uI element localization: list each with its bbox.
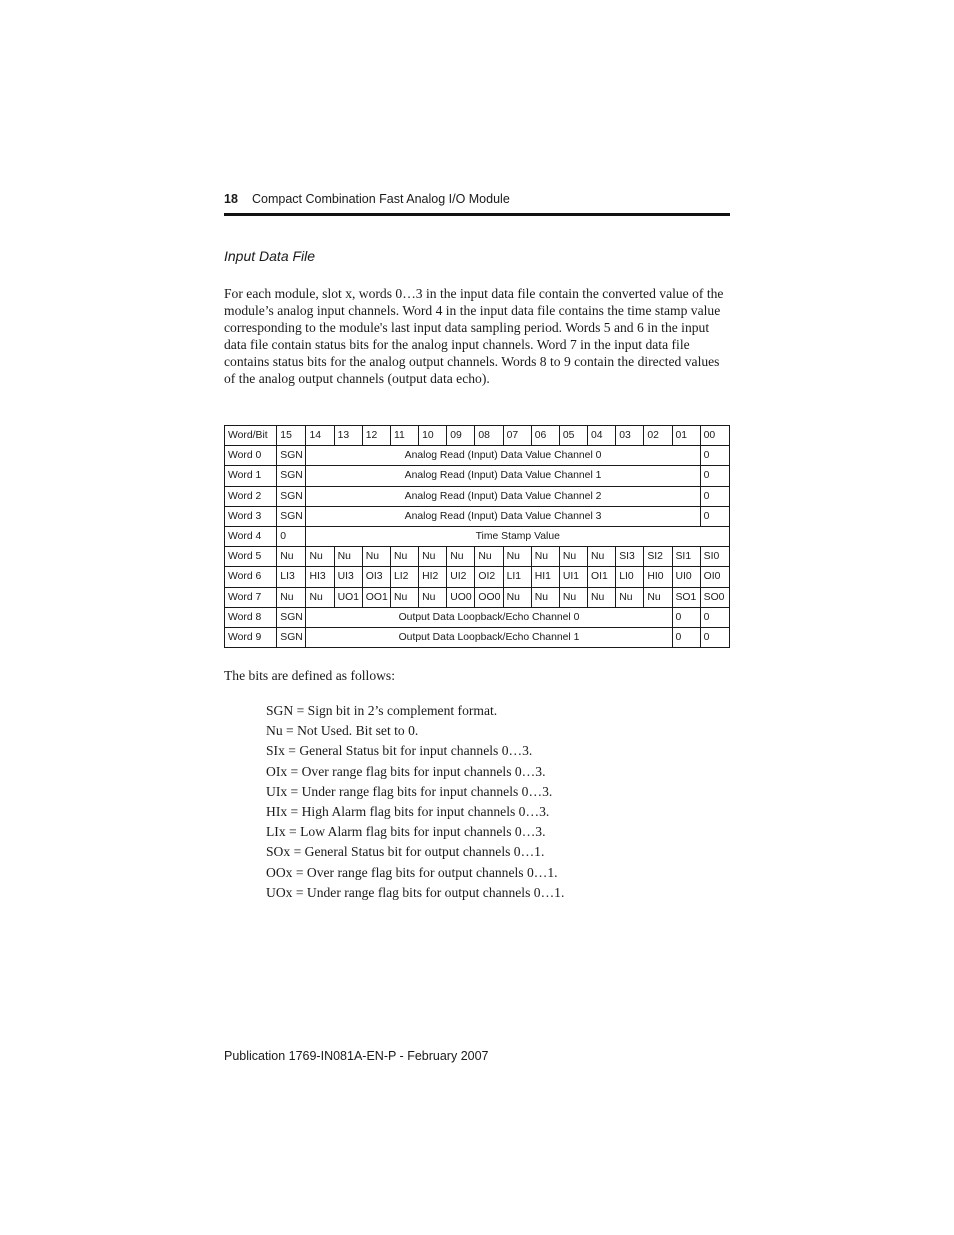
- table-cell: Nu: [306, 547, 334, 567]
- table-row: [225, 486, 730, 506]
- header-cell: 00: [700, 426, 729, 446]
- table-cell: OI0: [700, 567, 729, 587]
- table-cell: Time Stamp Value: [306, 526, 730, 546]
- table-cell: 0: [700, 506, 729, 526]
- table-cell: 0: [700, 607, 729, 627]
- table-cell: Nu: [419, 587, 447, 607]
- definition-item: HIx = High Alarm flag bits for input channels 0…3.: [266, 803, 550, 819]
- table-cell: UI3: [334, 567, 362, 587]
- definition-list: [266, 701, 564, 903]
- table-cell: Word 3: [225, 506, 277, 526]
- header-cell: 06: [531, 426, 559, 446]
- table-row: [225, 506, 730, 526]
- definition-item: Nu = Not Used. Bit set to 0.: [266, 723, 419, 739]
- table-cell: OO0: [475, 587, 503, 607]
- table-cell: 0: [700, 627, 729, 647]
- table-cell: UI0: [672, 567, 700, 587]
- page-number: 18: [224, 192, 238, 206]
- table-cell: Analog Read (Input) Data Value Channel 1: [306, 466, 700, 486]
- table-cell: 0: [700, 466, 729, 486]
- definition-item: SGN = Sign bit in 2’s complement format.: [266, 703, 498, 718]
- table-cell: SGN: [277, 627, 306, 647]
- table-cell: Analog Read (Input) Data Value Channel 2: [306, 486, 700, 506]
- table-cell: HI0: [644, 567, 672, 587]
- table-cell: OI1: [588, 567, 616, 587]
- table-cell: Nu: [559, 587, 587, 607]
- header-cell: 10: [419, 426, 447, 446]
- table-cell: SI2: [644, 547, 672, 567]
- table-cell: Nu: [447, 547, 475, 567]
- table-row: [225, 526, 730, 546]
- section-title: Input Data File: [224, 248, 316, 264]
- table-cell: LI2: [390, 567, 418, 587]
- header-cell: 12: [362, 426, 390, 446]
- table-row: [225, 607, 730, 627]
- bits-intro: The bits are defined as follows:: [224, 668, 396, 683]
- table-cell: Word 5: [225, 547, 277, 567]
- table-cell: Nu: [334, 547, 362, 567]
- table-cell: LI0: [616, 567, 644, 587]
- table-cell: Word 0: [225, 446, 277, 466]
- table-row: [225, 547, 730, 567]
- header-title: Compact Combination Fast Analog I/O Module: [252, 192, 510, 206]
- table-cell: Nu: [390, 547, 418, 567]
- table-cell: Nu: [277, 587, 306, 607]
- table-cell: HI2: [419, 567, 447, 587]
- table-cell: Nu: [588, 587, 616, 607]
- table-cell: SO0: [700, 587, 729, 607]
- header-cell: 08: [475, 426, 503, 446]
- table-cell: HI1: [531, 567, 559, 587]
- table-cell: Analog Read (Input) Data Value Channel 3: [306, 506, 700, 526]
- table-cell: Word 4: [225, 526, 277, 546]
- table-cell: Word 6: [225, 567, 277, 587]
- table-cell: SI0: [700, 547, 729, 567]
- table-cell: Output Data Loopback/Echo Channel 1: [306, 627, 672, 647]
- table-cell: Output Data Loopback/Echo Channel 0: [306, 607, 672, 627]
- table-cell: Word 2: [225, 486, 277, 506]
- table-cell: 0: [700, 446, 729, 466]
- table-cell: Word 9: [225, 627, 277, 647]
- table-cell: Analog Read (Input) Data Value Channel 0: [306, 446, 700, 466]
- table-cell: Nu: [475, 547, 503, 567]
- table-cell: SI1: [672, 547, 700, 567]
- table-cell: OO1: [362, 587, 390, 607]
- table-row: [225, 446, 730, 466]
- definition-item: UOx = Under range flag bits for output channels 0…1.: [266, 884, 565, 900]
- definition-item: OIx = Over range flag bits for input channels 0…3.: [266, 763, 546, 779]
- table-cell: SGN: [277, 506, 306, 526]
- header-cell: Word/Bit: [225, 426, 277, 446]
- table-cell: UI2: [447, 567, 475, 587]
- table-cell: Word 8: [225, 607, 277, 627]
- table-cell: SI3: [616, 547, 644, 567]
- intro-paragraph: For each module, slot x, words 0…3 in the input data file contain the converted value of the module’s analog input channels. Word 4 in the input data file contains the time stamp value corresponding to the module's last input data sampling period. Words 5 and 6 in the input data file contain status bits for the analog input channels. Word 7 in the input data file contains status bits for the analog output channels. Words 8 to 9 contain the directed values of the analog output channels (output data echo).: [224, 286, 724, 387]
- header-cell: 01: [672, 426, 700, 446]
- page-header: [224, 192, 730, 216]
- header-cell: 02: [644, 426, 672, 446]
- table-cell: 0: [277, 526, 306, 546]
- definition-item: OOx = Over range flag bits for output channels 0…1.: [266, 864, 558, 880]
- table-cell: Nu: [616, 587, 644, 607]
- header-cell: 15: [277, 426, 306, 446]
- header-cell: 09: [447, 426, 475, 446]
- header-cell: 04: [588, 426, 616, 446]
- table-cell: Nu: [531, 587, 559, 607]
- table-cell: OI3: [362, 567, 390, 587]
- table-cell: HI3: [306, 567, 334, 587]
- header-cell: 07: [503, 426, 531, 446]
- table-cell: Nu: [362, 547, 390, 567]
- table-cell: UO0: [447, 587, 475, 607]
- table-cell: Word 7: [225, 587, 277, 607]
- table-cell: LI1: [503, 567, 531, 587]
- table-cell: SGN: [277, 486, 306, 506]
- table-cell: LI3: [277, 567, 306, 587]
- table-cell: SGN: [277, 607, 306, 627]
- definition-item: SOx = General Status bit for output channels 0…1.: [266, 844, 545, 860]
- table-cell: Nu: [503, 547, 531, 567]
- table-cell: 0: [672, 607, 700, 627]
- table-cell: SO1: [672, 587, 700, 607]
- table-cell: 0: [700, 486, 729, 506]
- definition-item: LIx = Low Alarm flag bits for input channels 0…3.: [266, 824, 546, 840]
- table-cell: OI2: [475, 567, 503, 587]
- header-rule: [224, 213, 730, 216]
- table-cell: Nu: [559, 547, 587, 567]
- table-header-row: [225, 426, 730, 446]
- table-row: [225, 567, 730, 587]
- table-cell: Nu: [503, 587, 531, 607]
- header-cell: 14: [306, 426, 334, 446]
- table-cell: Nu: [306, 587, 334, 607]
- definition-item: UIx = Under range flag bits for input channels 0…3.: [266, 783, 553, 799]
- table-cell: 0: [672, 627, 700, 647]
- table-cell: Nu: [531, 547, 559, 567]
- table-row: [225, 587, 730, 607]
- table-cell: Nu: [588, 547, 616, 567]
- definition-item: SIx = General Status bit for input channels 0…3.: [266, 743, 533, 759]
- table-cell: Nu: [390, 587, 418, 607]
- table-cell: SGN: [277, 466, 306, 486]
- table-row: [225, 627, 730, 647]
- table-cell: UO1: [334, 587, 362, 607]
- header-cell: 13: [334, 426, 362, 446]
- input-data-table: [224, 425, 730, 648]
- publication-footer: Publication 1769-IN081A-EN-P - February 2007: [224, 1049, 489, 1063]
- header-cell: 11: [390, 426, 418, 446]
- table-cell: SGN: [277, 446, 306, 466]
- table-cell: Word 1: [225, 466, 277, 486]
- table-row: [225, 466, 730, 486]
- header-cell: 03: [616, 426, 644, 446]
- table-cell: Nu: [277, 547, 306, 567]
- table-cell: Nu: [644, 587, 672, 607]
- header-cell: 05: [559, 426, 587, 446]
- table-cell: Nu: [419, 547, 447, 567]
- table-cell: UI1: [559, 567, 587, 587]
